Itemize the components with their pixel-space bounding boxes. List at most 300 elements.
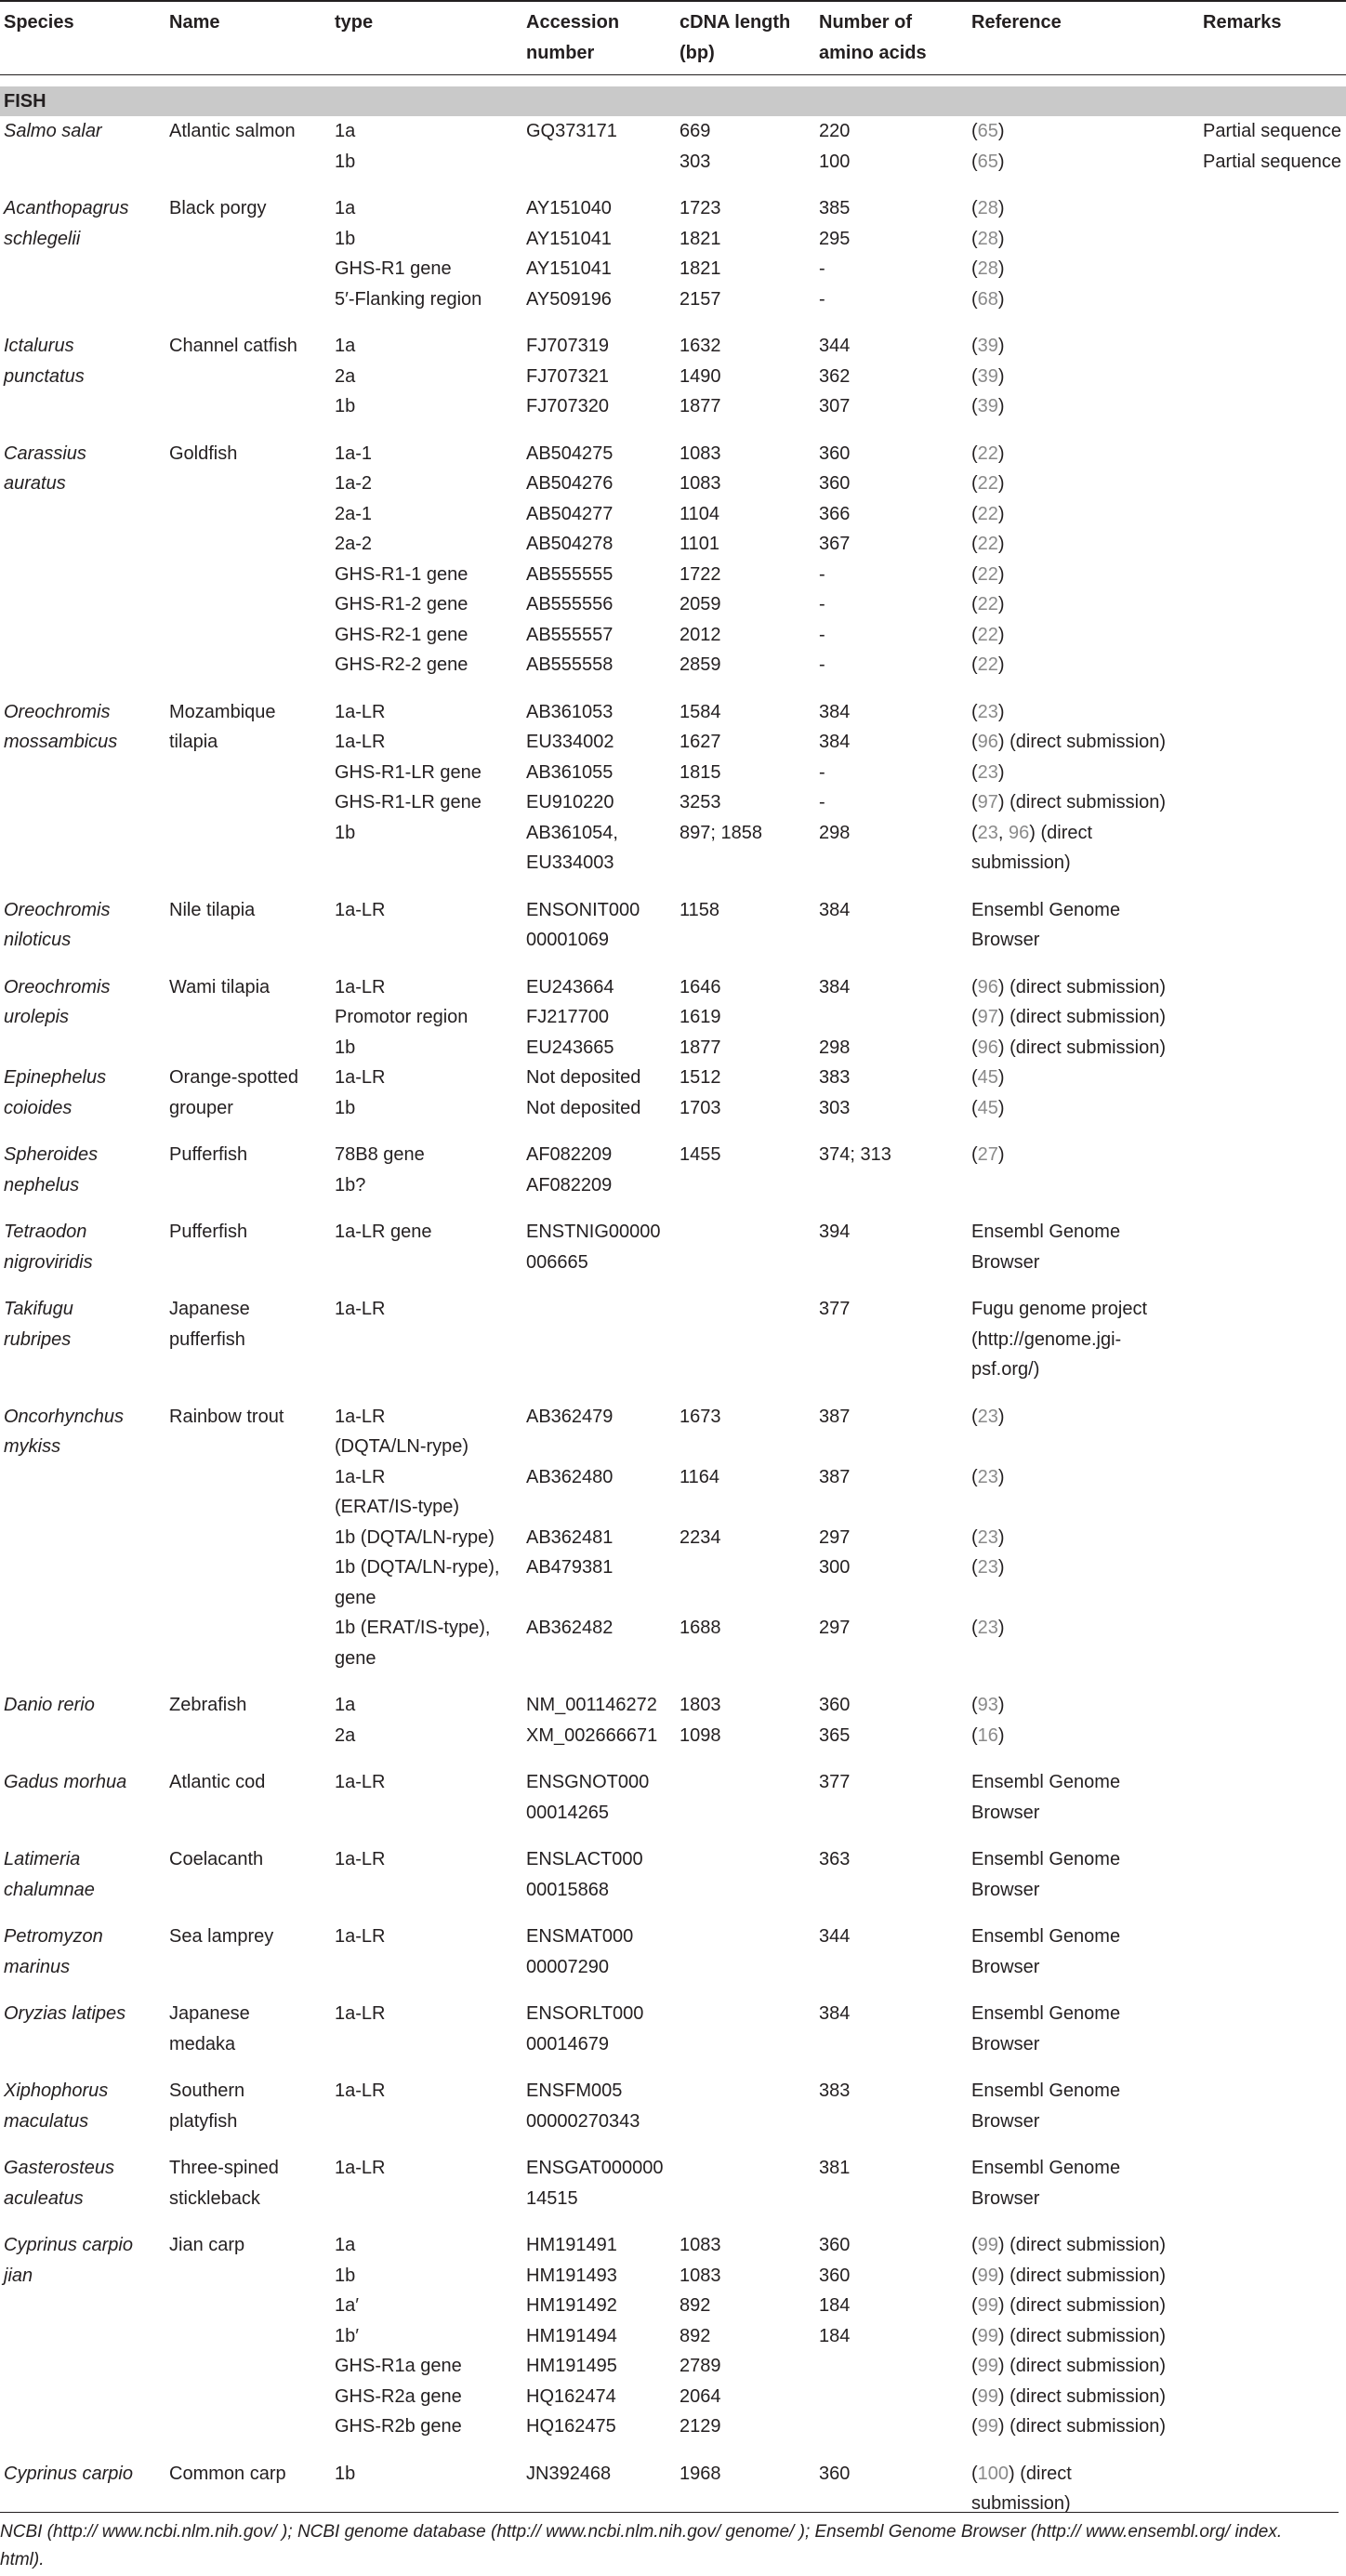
reference-link: 97 (977, 792, 998, 812)
receptor-type: GHS-R2a gene (335, 2385, 462, 2407)
receptor-type: GHS-R1 gene (335, 258, 452, 279)
amino-acid-count: 360 (819, 2235, 851, 2255)
receptor-type: 1a (335, 198, 356, 218)
reference-link: 23 (977, 1618, 998, 1638)
cdna-length: 1083 (680, 443, 721, 464)
species-name: punctatus (4, 365, 85, 387)
receptor-type: 1a (335, 2235, 356, 2255)
amino-acid-count: 362 (819, 365, 851, 387)
reference-note: (direct submission) (1004, 2385, 1166, 2407)
cdna-length-cell (676, 193, 815, 224)
amino-acid-count: 384 (819, 732, 851, 752)
reference-cell (968, 439, 1199, 469)
accession-number: 00015868 (526, 1879, 609, 1900)
cdna-length-cell (676, 1999, 815, 2059)
receptor-type: 1a-LR (335, 1299, 386, 1319)
species-cell (0, 1922, 165, 1982)
reference-note: (direct submission) (1004, 732, 1166, 752)
table-row (0, 2153, 1346, 2213)
accession-number: AB504278 (526, 534, 614, 554)
reference-text: Ensembl Genome (971, 1222, 1121, 1242)
reference-text: Browser (971, 2110, 1040, 2132)
common-name: Channel catfish (169, 336, 297, 356)
accession-number: ENSONIT000 (526, 899, 640, 920)
receptor-type: GHS-R2-1 gene (335, 624, 468, 645)
amino-acid-count: 360 (819, 443, 851, 464)
reference-line: (68) (971, 288, 1005, 310)
reference-line: (65) (971, 121, 1005, 141)
accession-number: ENSGAT000000 (526, 2158, 664, 2178)
column-header (1199, 1, 1346, 75)
receptor-type: 1a-LR (335, 1067, 386, 1088)
cdna-length-cell (676, 2321, 815, 2352)
amino-acids-cell (815, 1093, 968, 1124)
accession-number: HM191492 (526, 2295, 617, 2316)
common-name: medaka (169, 2033, 236, 2054)
type-cell (331, 1402, 522, 1462)
species-cell (0, 1844, 165, 1905)
remarks-cell (1199, 499, 1346, 530)
reference-link: 22 (977, 624, 998, 645)
amino-acid-count: 366 (819, 503, 851, 524)
receptor-type: 1a-LR (335, 1406, 386, 1427)
accession-cell (522, 331, 676, 362)
cdna-length-cell (676, 972, 815, 1003)
remarks-cell (1199, 1462, 1346, 1523)
accession-number: EU243665 (526, 1037, 614, 1058)
common-name: Mozambique (169, 701, 276, 722)
accession-cell (522, 1721, 676, 1751)
amino-acid-count: - (819, 654, 825, 675)
type-cell (331, 697, 522, 728)
species-name: Danio rerio (4, 1695, 95, 1715)
reference-note: (direct submission) (1004, 2235, 1166, 2255)
type-cell (331, 2382, 522, 2412)
type-cell (331, 1844, 522, 1905)
reference-cell (968, 620, 1199, 651)
accession-cell (522, 1767, 676, 1828)
column-header-line: cDNA length (680, 12, 791, 33)
amino-acid-count: - (819, 761, 825, 783)
cdna-length: 1632 (680, 336, 721, 356)
common-name-cell (165, 439, 331, 680)
reference-line: (99) (direct submission) (971, 2235, 1166, 2255)
remark-text: Partial sequence (1203, 121, 1341, 141)
column-header-line: Number of (819, 12, 912, 33)
receptor-type: 1a′ (335, 2295, 359, 2316)
reference-text: Ensembl Genome (971, 2003, 1121, 2024)
cdna-length-cell (676, 2291, 815, 2321)
reference-line: (39) (971, 365, 1005, 387)
accession-number: EU334002 (526, 732, 614, 752)
receptor-type: 1b (DQTA/LN-rype), (335, 1557, 500, 1578)
accession-number: FJ707320 (526, 396, 609, 416)
cdna-length-cell (676, 362, 815, 392)
remarks-cell (1199, 787, 1346, 818)
cdna-length-cell (676, 727, 815, 758)
amino-acid-count: 295 (819, 228, 851, 249)
amino-acids-cell (815, 2459, 968, 2519)
reference-line: (39) (971, 396, 1005, 416)
amino-acids-cell (815, 1170, 968, 1201)
remarks-cell (1199, 1002, 1346, 1033)
reference-note: (direct submission) (1004, 1007, 1166, 1027)
remarks-cell (1199, 1093, 1346, 1124)
accession-number: HM191491 (526, 2235, 617, 2255)
cdna-length: 1688 (680, 1618, 721, 1638)
group-gap (0, 2213, 1346, 2230)
group-gap (0, 2136, 1346, 2153)
amino-acids-cell (815, 1462, 968, 1523)
species-cell (0, 2153, 165, 2213)
cdna-length-cell (676, 439, 815, 469)
accession-cell (522, 2291, 676, 2321)
receptor-type: GHS-R1-LR gene (335, 761, 482, 783)
reference-cell (968, 1844, 1199, 1905)
accession-number: AB555555 (526, 563, 614, 585)
cdna-length: 2157 (680, 288, 721, 310)
reference-line: (22) (971, 473, 1005, 494)
accession-number: 14515 (526, 2187, 578, 2209)
amino-acids-cell (815, 818, 968, 878)
reference-link: 16 (977, 1724, 998, 1746)
remarks-cell (1199, 727, 1346, 758)
reference-cell (968, 1613, 1199, 1673)
receptor-type: 1a-LR (335, 732, 386, 752)
cdna-length-cell (676, 1523, 815, 1553)
species-name: Carassius (4, 443, 86, 464)
remarks-cell (1199, 529, 1346, 560)
amino-acids-cell (815, 1690, 968, 1721)
cdna-length-cell (676, 284, 815, 315)
cdna-length: 1083 (680, 2265, 721, 2286)
receptor-type: 1b? (335, 1174, 366, 1196)
remarks-cell (1199, 1140, 1346, 1170)
common-name: Orange-spotted (169, 1067, 298, 1088)
accession-cell (522, 1844, 676, 1905)
cdna-length: 1703 (680, 1097, 721, 1118)
remarks-cell (1199, 895, 1346, 956)
reference-cell (968, 818, 1199, 878)
species-name: Oreochromis (4, 701, 111, 722)
remarks-cell (1199, 697, 1346, 728)
column-header-line: Remarks (1203, 12, 1282, 33)
type-cell (331, 1140, 522, 1170)
column-header (165, 1, 331, 75)
amino-acids-cell (815, 758, 968, 788)
species-name: Cyprinus carpio (4, 2463, 133, 2484)
species-name: Latimeria (4, 1849, 81, 1869)
common-name: Nile tilapia (169, 899, 256, 920)
receptor-type: 1a-2 (335, 473, 373, 494)
reference-cell (968, 1999, 1199, 2059)
reference-cell (968, 2230, 1199, 2261)
table-row (0, 1690, 1346, 1721)
accession-cell (522, 529, 676, 560)
accession-number: EU243664 (526, 976, 614, 997)
accession-cell (522, 2459, 676, 2519)
amino-acid-count: - (819, 792, 825, 812)
reference-line: (28) (971, 198, 1005, 218)
remarks-cell (1199, 147, 1346, 178)
amino-acids-cell (815, 2351, 968, 2382)
type-cell (331, 469, 522, 499)
type-cell (331, 650, 522, 680)
type-cell (331, 331, 522, 362)
amino-acids-cell (815, 697, 968, 728)
amino-acid-count: 384 (819, 976, 851, 997)
cdna-length-cell (676, 1462, 815, 1523)
table-row (0, 1922, 1346, 1982)
species-cell (0, 2459, 165, 2519)
receptor-type: 1a-LR (335, 2158, 386, 2178)
cdna-length: 3253 (680, 792, 721, 812)
type-cell (331, 193, 522, 224)
cdna-length: 892 (680, 2295, 711, 2316)
amino-acid-count: 387 (819, 1466, 851, 1487)
species-name: mykiss (4, 1436, 61, 1457)
species-name: nigroviridis (4, 1251, 93, 1273)
remarks-cell (1199, 758, 1346, 788)
receptor-type: 1a-LR (335, 1466, 386, 1487)
reference-line: (22) (971, 534, 1005, 554)
reference-cell (968, 1093, 1199, 1124)
reference-cell (968, 469, 1199, 499)
cdna-length: 2859 (680, 654, 721, 675)
amino-acids-cell (815, 589, 968, 620)
accession-number: Not deposited (526, 1067, 641, 1088)
receptor-type: gene (335, 1587, 376, 1608)
accession-number: AF082209 (526, 1174, 613, 1196)
reference-line: (22) (971, 443, 1005, 464)
species-cell (0, 439, 165, 680)
cdna-length-cell (676, 529, 815, 560)
type-cell (331, 1613, 522, 1673)
species-cell (0, 972, 165, 1063)
reference-cell (968, 391, 1199, 422)
table-row (0, 439, 1346, 469)
reference-link: 27 (977, 1144, 998, 1165)
reference-cell (968, 560, 1199, 590)
receptor-type: 1a-LR (335, 976, 386, 997)
accession-cell (522, 697, 676, 728)
cdna-length-cell (676, 620, 815, 651)
common-name-cell (165, 193, 331, 314)
accession-number: AB479381 (526, 1557, 614, 1578)
accession-number: ENSLACT000 (526, 1849, 643, 1869)
accession-cell (522, 2076, 676, 2136)
reference-cell (968, 331, 1199, 362)
type-cell (331, 1170, 522, 1201)
reference-cell (968, 727, 1199, 758)
amino-acids-cell (815, 254, 968, 284)
common-name: Pufferfish (169, 1144, 248, 1165)
common-name: Three-spined (169, 2158, 279, 2178)
accession-number: FJ217700 (526, 1007, 609, 1027)
reference-line: (93) (971, 1695, 1005, 1715)
accession-cell (522, 1170, 676, 1201)
common-name-cell (165, 1844, 331, 1905)
reference-link: 99 (977, 2235, 998, 2255)
species-name: Acanthopagrus (4, 198, 129, 218)
cdna-length-cell (676, 2153, 815, 2213)
species-cell (0, 1767, 165, 1828)
receptor-type: 1a (335, 121, 356, 141)
accession-number: HQ162474 (526, 2385, 616, 2407)
remarks-cell (1199, 1294, 1346, 1385)
cdna-length-cell (676, 758, 815, 788)
common-name: Wami tilapia (169, 976, 271, 997)
group-gap (0, 422, 1346, 439)
group-gap (0, 680, 1346, 697)
reference-link: 23 (977, 1557, 998, 1578)
reference-cell (968, 2153, 1199, 2213)
reference-text: Browser (971, 1956, 1040, 1977)
accession-number: ENSMAT000 (526, 1926, 634, 1947)
cdna-length: 1619 (680, 1007, 721, 1027)
receptor-type: GHS-R1-LR gene (335, 792, 482, 812)
type-cell (331, 2261, 522, 2292)
receptor-type: 1a-LR (335, 2003, 386, 2024)
receptor-type: GHS-R2-2 gene (335, 654, 468, 675)
remarks-cell (1199, 116, 1346, 147)
reference-cell (968, 1523, 1199, 1553)
type-cell (331, 147, 522, 178)
remarks-cell (1199, 1217, 1346, 1277)
reference-line: (97) (direct submission) (971, 1007, 1166, 1027)
remarks-cell (1199, 589, 1346, 620)
reference-link: 65 (977, 121, 998, 141)
type-cell (331, 362, 522, 392)
common-name: Sea lamprey (169, 1926, 274, 1947)
accession-cell (522, 758, 676, 788)
amino-acids-cell (815, 1033, 968, 1063)
group-gap (0, 1385, 1346, 1402)
species-name: maculatus (4, 2110, 89, 2132)
receptor-type: GHS-R1-2 gene (335, 594, 468, 614)
cdna-length-cell (676, 1217, 815, 1277)
reference-text: Browser (971, 2187, 1040, 2209)
species-cell (0, 116, 165, 177)
accession-cell (522, 1613, 676, 1673)
cdna-length: 1821 (680, 258, 721, 279)
amino-acid-count: 344 (819, 336, 851, 356)
table-row (0, 697, 1346, 728)
cdna-length-cell (676, 1721, 815, 1751)
reference-line: (23) (971, 1466, 1005, 1487)
receptor-type: 1b′ (335, 2325, 359, 2346)
reference-cell (968, 1690, 1199, 1721)
reference-link: 28 (977, 198, 998, 218)
table-row (0, 1063, 1346, 1093)
cdna-length: 1158 (680, 899, 720, 920)
cdna-length-cell (676, 1093, 815, 1124)
table-row (0, 193, 1346, 224)
amino-acid-count: 300 (819, 1557, 851, 1578)
type-cell (331, 1721, 522, 1751)
accession-cell (522, 2261, 676, 2292)
common-name-cell (165, 2459, 331, 2519)
type-cell (331, 727, 522, 758)
accession-number: AY151041 (526, 228, 612, 249)
accession-cell (522, 1063, 676, 1093)
reference-line: (28) (971, 228, 1005, 249)
column-header-line: Species (4, 12, 74, 33)
amino-acid-count: 365 (819, 1724, 851, 1746)
section-row (0, 86, 1346, 116)
accession-number: ENSORLT000 (526, 2003, 644, 2024)
amino-acids-cell (815, 620, 968, 651)
accession-number: AB361054, (526, 822, 618, 843)
remarks-cell (1199, 2351, 1346, 2382)
cdna-length: 897; 1858 (680, 822, 762, 843)
cdna-length: 1490 (680, 365, 721, 387)
amino-acids-cell (815, 1552, 968, 1613)
type-cell (331, 529, 522, 560)
amino-acid-count: 360 (819, 2265, 851, 2286)
amino-acid-count: 394 (819, 1222, 851, 1242)
reference-link: 22 (977, 534, 998, 554)
receptor-type: 1a-LR (335, 2081, 386, 2101)
amino-acid-count: 387 (819, 1406, 851, 1427)
remarks-cell (1199, 362, 1346, 392)
remarks-cell (1199, 1922, 1346, 1982)
type-cell (331, 818, 522, 878)
column-header-line: amino acids (819, 42, 927, 63)
cdna-length: 2129 (680, 2416, 721, 2437)
species-name: Tetraodon (4, 1222, 87, 1242)
accession-cell (522, 650, 676, 680)
type-cell (331, 787, 522, 818)
reference-link: 28 (977, 258, 998, 279)
common-name-cell (165, 2076, 331, 2136)
common-name: tilapia (169, 732, 218, 752)
reference-note: (direct (1035, 822, 1093, 843)
receptor-type: 2a (335, 365, 356, 387)
header-row (0, 1, 1346, 75)
amino-acids-cell (815, 529, 968, 560)
reference-text: Ensembl Genome (971, 2158, 1121, 2178)
reference-cell (968, 589, 1199, 620)
cdna-length: 669 (680, 121, 711, 141)
amino-acids-cell (815, 2230, 968, 2261)
reference-line: (96) (direct submission) (971, 976, 1166, 997)
amino-acids-cell (815, 2153, 968, 2213)
amino-acids-cell (815, 972, 968, 1003)
remarks-cell (1199, 972, 1346, 1003)
reference-line: (97) (direct submission) (971, 792, 1166, 812)
amino-acid-count: 384 (819, 2003, 851, 2024)
accession-number: ENSTNIG00000 (526, 1222, 661, 1242)
amino-acid-count: - (819, 563, 825, 585)
reference-link: 99 (977, 2356, 998, 2376)
amino-acids-cell (815, 1002, 968, 1033)
species-cell (0, 1063, 165, 1123)
cdna-length-cell (676, 650, 815, 680)
accession-number: JN392468 (526, 2463, 612, 2484)
amino-acid-count: - (819, 258, 825, 279)
remarks-cell (1199, 1170, 1346, 1201)
receptor-type: Promotor region (335, 1007, 468, 1027)
accession-cell (522, 469, 676, 499)
common-name-cell (165, 1922, 331, 1982)
common-name-cell (165, 331, 331, 422)
reference-link: 22 (977, 503, 998, 524)
reference-link: 23 (977, 1406, 998, 1427)
species-cell (0, 697, 165, 878)
amino-acid-count: 307 (819, 396, 851, 416)
amino-acid-count: 298 (819, 822, 851, 843)
